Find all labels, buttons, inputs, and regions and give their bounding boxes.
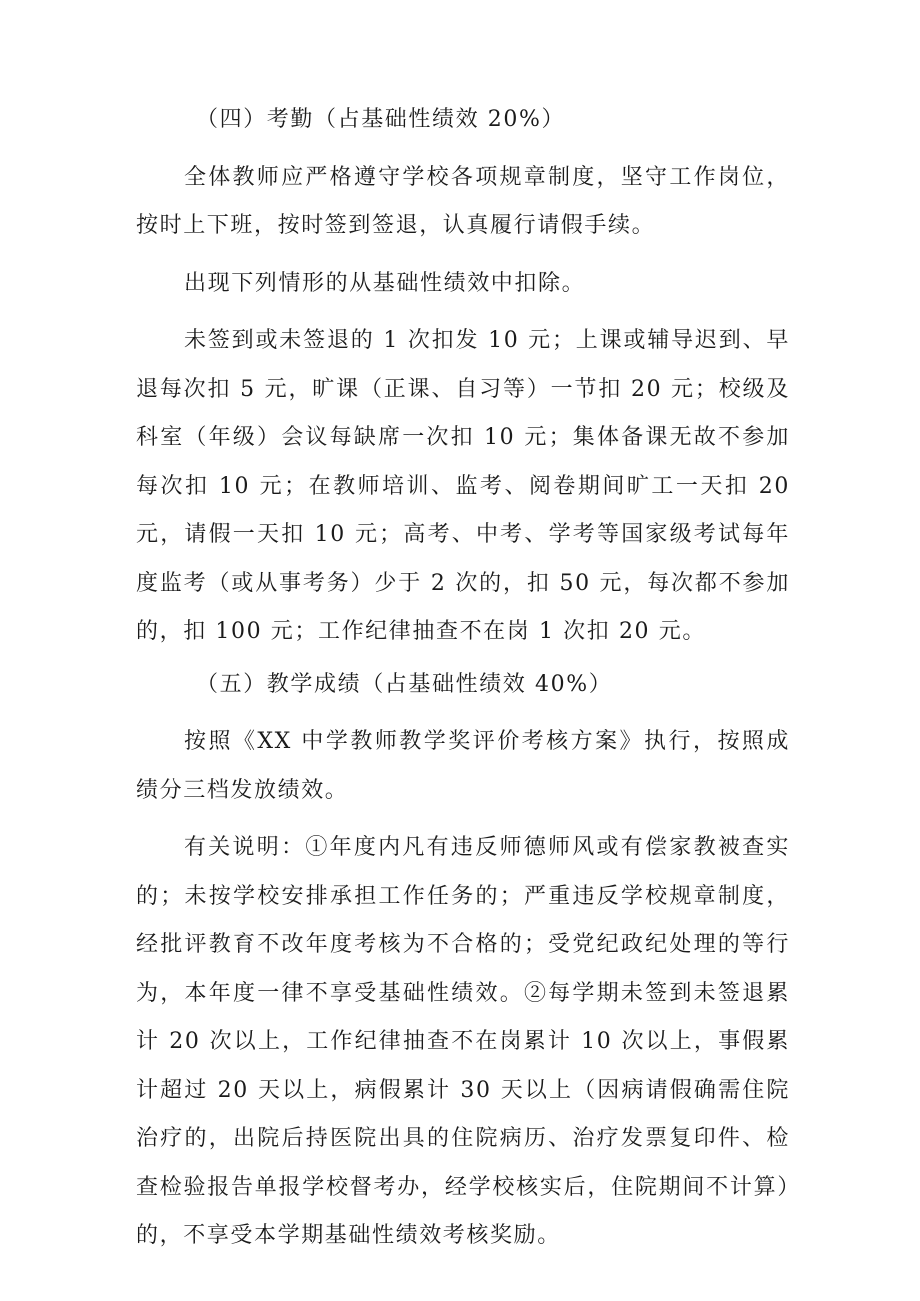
section-heading-attendance: （四）考勤（占基础性绩效 20%） [196,107,566,132]
deduction-intro-paragraph: 出现下列情形的从基础性绩效中扣除。 [184,270,586,296]
teaching-results-paragraph: 按照《XX 中学教师教学奖评价考核方案》执行，按照成绩分三档发放绩效。 [136,729,790,803]
notes-paragraph: 有关说明：①年度内凡有违反师德师风或有偿家教被查实的；未按学校安排承担工作任务的；严重违反学校规章制度，经批评教育不改年度考核为不合格的；受党纪政纪处理的等行为，本年度一律不享受基础性绩效。②每学期未签到未签退累计 20 次以上，工作纪律抽查不在岗累计 10 次以上，事假累计超过 20 天以上，病假累计 30 天以上（因病请假确需住院治疗的，出院后持医院出具的住院病历、治疗发票复印件、检查检验报告单报学校督考办，经学校核实后，住院期间不计算）的，不享受本学期基础性绩效考核奖励。 [136,835,790,1248]
document-body [136,96,790,1261]
attendance-rules-paragraph: 全体教师应严格遵守学校各项规章制度，坚守工作岗位，按时上下班，按时签到签退，认真履行请假手续。 [136,164,790,238]
deduction-details-paragraph: 未签到或未签退的 1 次扣发 10 元；上课或辅导迟到、早退每次扣 5 元，旷课（正课、自习等）一节扣 20 元；校级及科室（年级）会议每缺席一次扣 10 元；集体备课无故不参加每次扣 10 元；在教师培训、监考、阅卷期间旷工一天扣 20 元，请假一天扣 10 元；高考、中考、学考等国家级考试每年度监考（或从事考务）少于 2 次的，扣 50 元，每次都不参加的，扣 100 元；工作纪律抽查不在岗 1 次扣 20 元。 [136,328,790,644]
section-heading-teaching-results: （五）教学成绩（占基础性绩效 40%） [196,671,613,697]
